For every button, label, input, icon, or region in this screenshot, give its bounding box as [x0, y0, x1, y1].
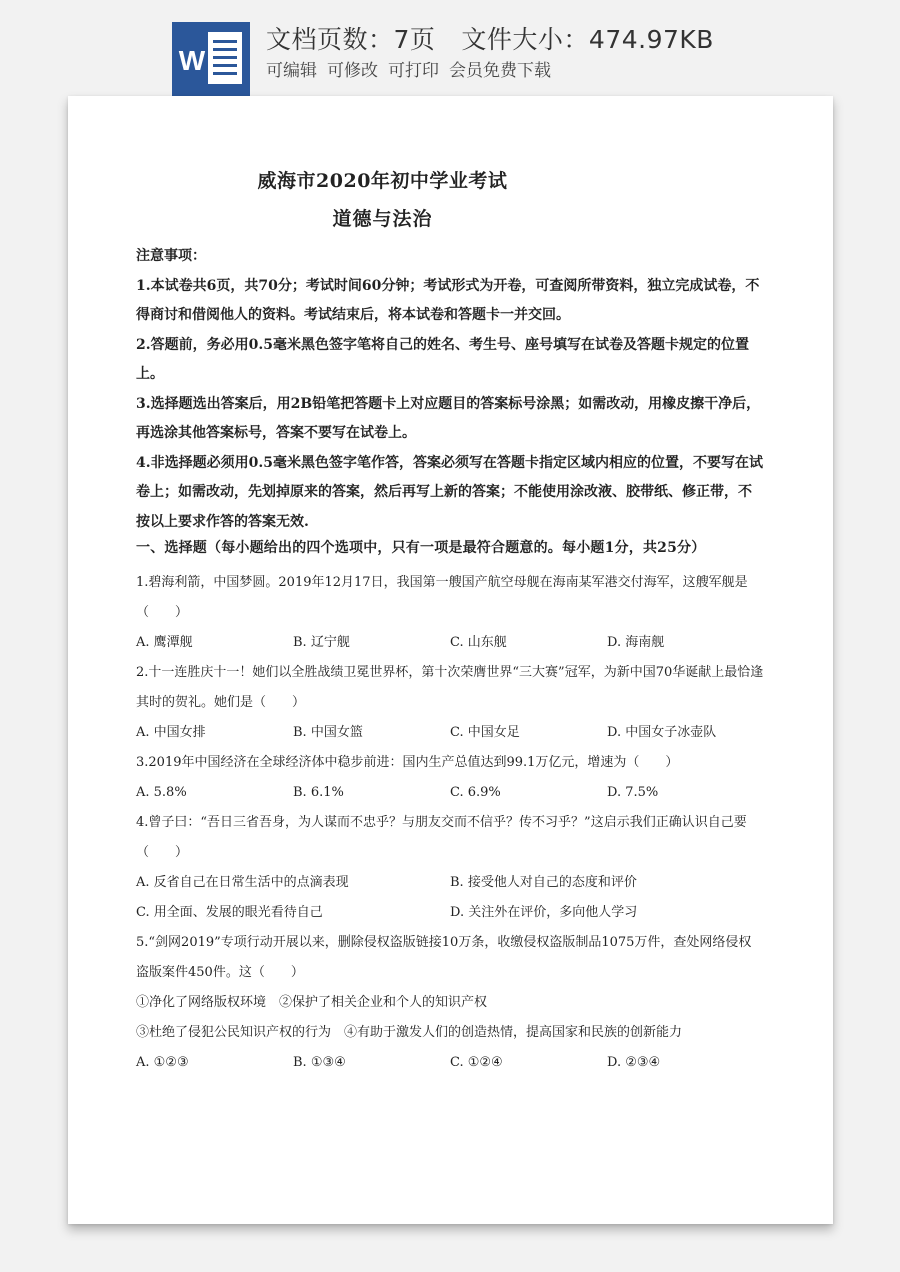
exam-subject: 道德与法治 [332, 208, 433, 230]
option: D. 海南舰 [607, 635, 665, 650]
option: B. 辽宁舰 [293, 635, 350, 650]
option: A. ①②③ [136, 1055, 189, 1070]
question-stem: 5.“剑网2019”专项行动开展以来，删除侵权盗版链接10万条，收缴侵权盗版制品1075万件，查处网络侵权盗版案件450件。这（ ） [136, 935, 752, 980]
file-info [266, 20, 714, 56]
option-row [136, 898, 764, 928]
option-row [136, 778, 764, 808]
option: B. 6.1% [293, 785, 344, 800]
question-stem: 2.十一连胜庆十一！她们以全胜战绩卫冕世界杯，第十次荣膺世界“三大赛”冠军，为新中国70华诞献上最恰逢其时的贺礼。她们是（ ） [136, 665, 764, 710]
question-statement: ③杜绝了侵犯公民知识产权的行为 ④有助于激发人们的创造热情，提高国家和民族的创新能力 [136, 1025, 683, 1040]
feature-member-download: 会员免费下载 [449, 61, 551, 81]
option-row [136, 1048, 764, 1078]
download-banner [0, 0, 900, 100]
option: D. 关注外在评价，多向他人学习 [450, 905, 638, 920]
question-stem: 4.曾子曰：“吾日三省吾身，为人谋而不忠乎？与朋友交而不信乎？传不习乎？”这启示我们正确认识自己要（ ） [136, 815, 747, 860]
option-row [136, 628, 764, 658]
section-heading: 一、选择题（每小题给出的四个选项中，只有一项是最符合题意的。每小题1分，共25分） [136, 540, 706, 556]
option: D. 7.5% [607, 785, 659, 800]
notes-block [136, 242, 764, 537]
feature-list [266, 56, 561, 81]
option: A. 中国女排 [136, 725, 206, 740]
file-size: 文件大小：474.97KB [461, 25, 714, 54]
option: C. 中国女足 [450, 725, 520, 740]
option-row [136, 868, 764, 898]
option: A. 反省自己在日常生活中的点滴表现 [136, 875, 349, 890]
feature-editable: 可编辑 [266, 61, 317, 81]
option: D. 中国女子冰壶队 [607, 725, 717, 740]
note-item: 3.选择题选出答案后，用2B铅笔把答题卡上对应题目的答案标号涂黑；如需改动，用橡皮擦干净后，再选涂其他答案标号，答案不要写在试卷上。 [136, 395, 761, 441]
word-icon-letter: W [178, 45, 206, 76]
question-statement: ①净化了网络版权环境 ②保护了相关企业和个人的知识产权 [136, 995, 488, 1010]
feature-printable: 可打印 [388, 61, 439, 81]
question-stem: 1.碧海利箭，中国梦圆。2019年12月17日，我国第一艘国产航空母舰在海南某军港交付海军，这艘军舰是（ ） [136, 575, 748, 620]
option: C. 山东舰 [450, 635, 507, 650]
word-document-icon [172, 22, 250, 96]
option: B. ①③④ [293, 1055, 346, 1070]
option: D. ②③④ [607, 1055, 661, 1070]
option: B. 接受他人对自己的态度和评价 [450, 875, 637, 890]
option: A. 5.8% [136, 785, 187, 800]
exam-title: 威海市2020年初中学业考试 [257, 170, 508, 192]
note-item: 1.本试卷共6页，共70分；考试时间60分钟；考试形式为开卷，可查阅所带资料，独立完成试卷，不得商讨和借阅他人的资料。考试结束后，将本试卷和答题卡一并交回。 [136, 277, 760, 323]
notes-heading: 注意事项： [136, 248, 206, 264]
note-item: 4.非选择题必须用0.5毫米黑色签字笔作答，答案必须写在答题卡指定区域内相应的位置，不要写在试卷上；如需改动，先划掉原来的答案，然后再写上新的答案；不能使用涂改液、胶带纸、修正带，不按以上要求作答的答案无效. [136, 454, 763, 530]
question-list [136, 568, 764, 1078]
option: B. 中国女篮 [293, 725, 363, 740]
option: A. 鹰潭舰 [136, 635, 193, 650]
option: C. 用全面、发展的眼光看待自己 [136, 905, 323, 920]
question-stem: 3.2019年中国经济在全球经济体中稳步前进：国内生产总值达到99.1万亿元，增速为（ ） [136, 755, 679, 770]
option: C. 6.9% [450, 785, 501, 800]
note-item: 2.答题前，务必用0.5毫米黑色签字笔将自己的姓名、考生号、座号填写在试卷及答题卡规定的位置上。 [136, 336, 749, 382]
document-page [68, 96, 833, 1224]
page-count: 文档页数：7页 [266, 25, 436, 54]
option-row [136, 718, 764, 748]
feature-modifiable: 可修改 [327, 61, 378, 81]
option: C. ①②④ [450, 1055, 503, 1070]
